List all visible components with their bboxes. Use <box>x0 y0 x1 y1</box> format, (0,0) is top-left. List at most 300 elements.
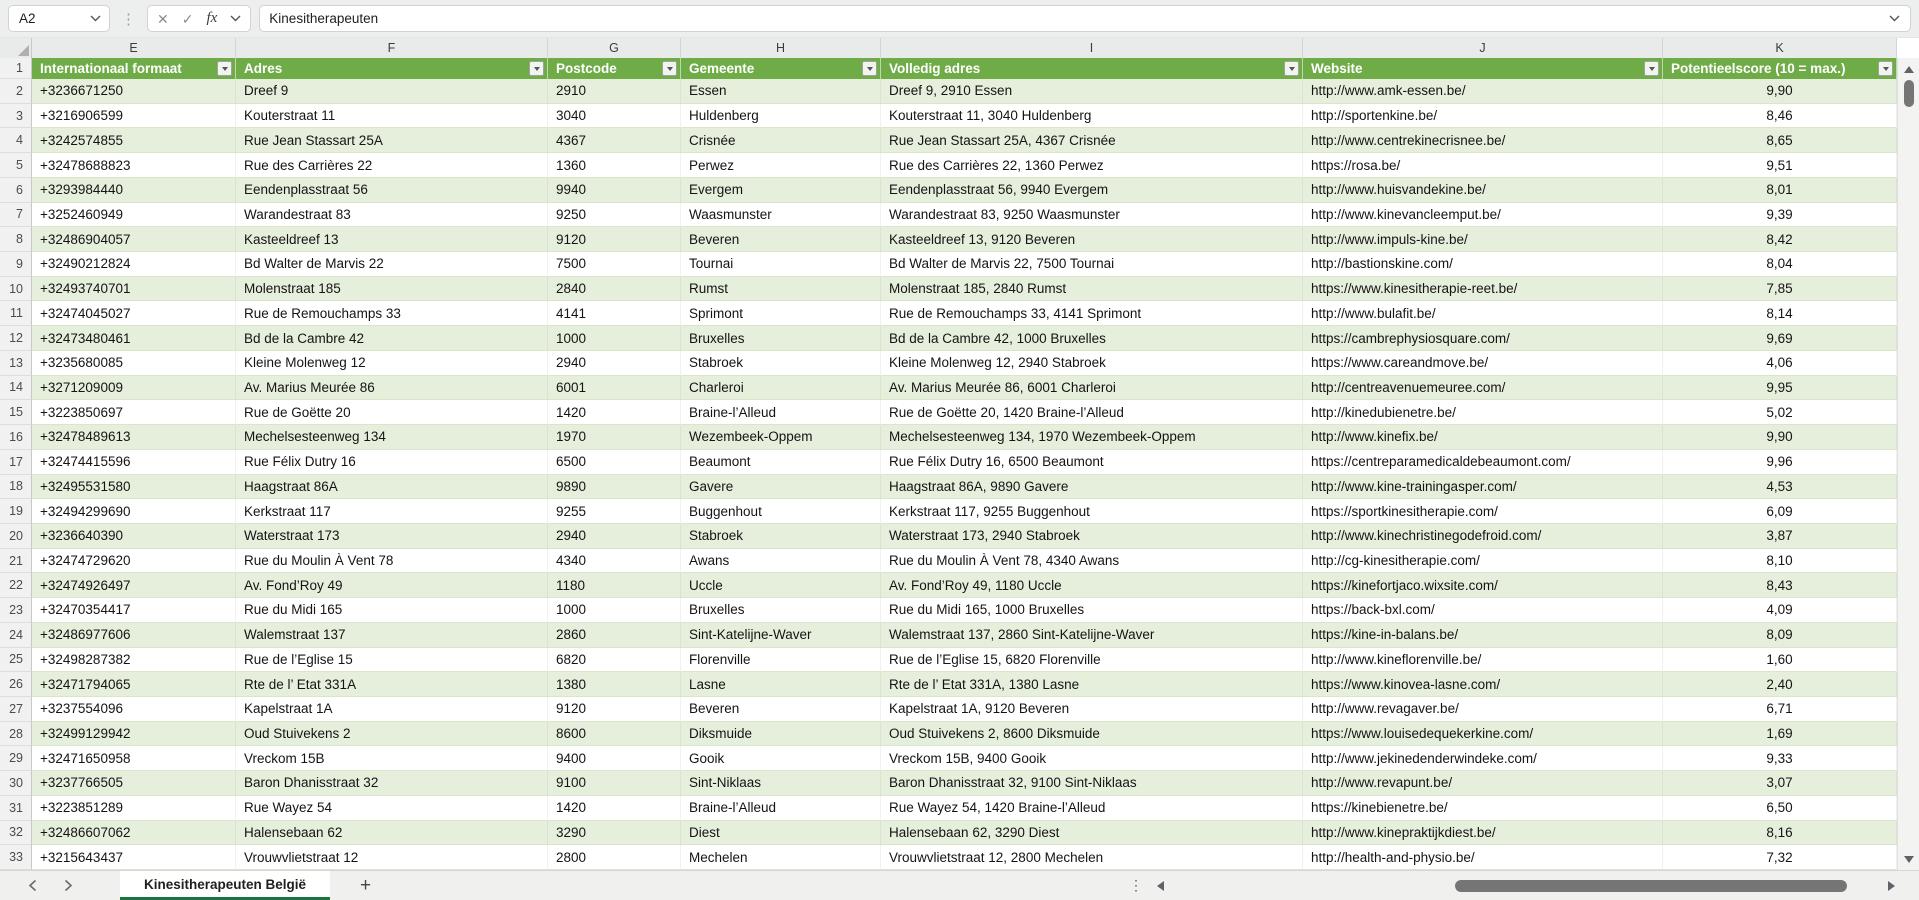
cell-potentieelscore[interactable]: 9,39 <box>1663 203 1897 228</box>
cell-volledig-adres[interactable]: Baron Dhanisstraat 32, 9100 Sint-Niklaas <box>881 771 1303 796</box>
cell-internationaal-formaat[interactable]: +32499129942 <box>32 722 236 747</box>
cell-adres[interactable]: Rue de Goëtte 20 <box>236 400 548 425</box>
cell-website[interactable]: https://www.kinovea-lasne.com/ <box>1303 672 1663 697</box>
cell-potentieelscore[interactable]: 8,42 <box>1663 227 1897 252</box>
cell-gemeente[interactable]: Braine-l’Alleud <box>681 400 881 425</box>
cell-internationaal-formaat[interactable]: +32498287382 <box>32 648 236 673</box>
cell-postcode[interactable]: 9120 <box>548 697 681 722</box>
cell-postcode[interactable]: 6001 <box>548 376 681 401</box>
cell-volledig-adres[interactable]: Vreckom 15B, 9400 Gooik <box>881 746 1303 771</box>
cell-website[interactable]: https://sportkinesitherapie.com/ <box>1303 499 1663 524</box>
row-number[interactable]: 1 <box>0 58 32 79</box>
cell-gemeente[interactable]: Beaumont <box>681 450 881 475</box>
cell-volledig-adres[interactable]: Vrouwvlietstraat 12, 2800 Mechelen <box>881 845 1303 870</box>
cell-volledig-adres[interactable]: Haagstraat 86A, 9890 Gavere <box>881 475 1303 500</box>
cell-gemeente[interactable]: Buggenhout <box>681 499 881 524</box>
cell-volledig-adres[interactable]: Rue du Moulin À Vent 78, 4340 Awans <box>881 549 1303 574</box>
cell-website[interactable]: https://kinefortjaco.wixsite.com/ <box>1303 573 1663 598</box>
cell-gemeente[interactable]: Stabroek <box>681 524 881 549</box>
cell-internationaal-formaat[interactable]: +3236671250 <box>32 79 236 104</box>
cell-postcode[interactable]: 9255 <box>548 499 681 524</box>
cell-adres[interactable]: Av. Marius Meurée 86 <box>236 376 548 401</box>
cell-volledig-adres[interactable]: Halensebaan 62, 3290 Diest <box>881 821 1303 846</box>
cell-potentieelscore[interactable]: 8,16 <box>1663 821 1897 846</box>
filter-button[interactable] <box>1284 61 1299 76</box>
cell-website[interactable]: https://centreparamedicaldebeaumont.com/ <box>1303 450 1663 475</box>
cell-potentieelscore[interactable]: 9,90 <box>1663 79 1897 104</box>
row-number[interactable]: 32 <box>0 821 32 846</box>
cell-gemeente[interactable]: Florenville <box>681 648 881 673</box>
cell-gemeente[interactable]: Evergem <box>681 178 881 203</box>
row-number[interactable]: 26 <box>0 672 32 697</box>
cell-potentieelscore[interactable]: 9,96 <box>1663 450 1897 475</box>
cell-website[interactable]: https://www.louisedequekerkine.com/ <box>1303 722 1663 747</box>
cell-website[interactable]: https://cambrephysiosquare.com/ <box>1303 326 1663 351</box>
cell-website[interactable]: http://www.impuls-kine.be/ <box>1303 227 1663 252</box>
cell-internationaal-formaat[interactable]: +32478688823 <box>32 153 236 178</box>
cell-postcode[interactable]: 3040 <box>548 104 681 129</box>
scroll-right-icon[interactable] <box>1888 881 1895 891</box>
cell-volledig-adres[interactable]: Rue de l’Eglise 15, 6820 Florenville <box>881 648 1303 673</box>
cell-gemeente[interactable]: Diksmuide <box>681 722 881 747</box>
cell-postcode[interactable]: 9100 <box>548 771 681 796</box>
filter-button[interactable] <box>217 61 232 76</box>
fx-chevron-down-icon[interactable] <box>230 15 241 22</box>
cell-internationaal-formaat[interactable]: +32478489613 <box>32 425 236 450</box>
cell-volledig-adres[interactable]: Av. Marius Meurée 86, 6001 Charleroi <box>881 376 1303 401</box>
cell-adres[interactable]: Waterstraat 173 <box>236 524 548 549</box>
cell-internationaal-formaat[interactable]: +32470354417 <box>32 598 236 623</box>
formula-bar-expand-chevron-icon[interactable] <box>1889 15 1900 22</box>
cell-potentieelscore[interactable]: 8,01 <box>1663 178 1897 203</box>
cell-website[interactable]: http://www.kineflorenville.be/ <box>1303 648 1663 673</box>
cell-internationaal-formaat[interactable]: +3293984440 <box>32 178 236 203</box>
scroll-up-icon[interactable] <box>1904 66 1914 73</box>
row-number[interactable]: 33 <box>0 845 32 870</box>
cell-adres[interactable]: Bd Walter de Marvis 22 <box>236 252 548 277</box>
cell-postcode[interactable]: 1420 <box>548 796 681 821</box>
name-box-chevron-down-icon[interactable] <box>90 15 101 22</box>
cell-internationaal-formaat[interactable]: +32474045027 <box>32 301 236 326</box>
cell-gemeente[interactable]: Bruxelles <box>681 326 881 351</box>
cell-postcode[interactable]: 1420 <box>548 400 681 425</box>
cell-volledig-adres[interactable]: Rue du Midi 165, 1000 Bruxelles <box>881 598 1303 623</box>
cell-potentieelscore[interactable]: 9,95 <box>1663 376 1897 401</box>
cell-adres[interactable]: Eendenplasstraat 56 <box>236 178 548 203</box>
cell-volledig-adres[interactable]: Dreef 9, 2910 Essen <box>881 79 1303 104</box>
cell-potentieelscore[interactable]: 8,09 <box>1663 623 1897 648</box>
header-postcode[interactable] <box>548 58 681 79</box>
cell-postcode[interactable]: 9120 <box>548 227 681 252</box>
cell-gemeente[interactable]: Charleroi <box>681 376 881 401</box>
cell-gemeente[interactable]: Essen <box>681 79 881 104</box>
cell-postcode[interactable]: 9250 <box>548 203 681 228</box>
name-box[interactable] <box>8 5 110 32</box>
row-number[interactable]: 31 <box>0 796 32 821</box>
cell-adres[interactable]: Kapelstraat 1A <box>236 697 548 722</box>
cell-volledig-adres[interactable]: Bd de la Cambre 42, 1000 Bruxelles <box>881 326 1303 351</box>
cell-internationaal-formaat[interactable]: +32486977606 <box>32 623 236 648</box>
column-header-H[interactable]: H <box>681 38 881 58</box>
cell-gemeente[interactable]: Bruxelles <box>681 598 881 623</box>
row-number[interactable]: 25 <box>0 648 32 673</box>
cell-website[interactable]: http://www.centrekinecrisnee.be/ <box>1303 128 1663 153</box>
cell-internationaal-formaat[interactable]: +32473480461 <box>32 326 236 351</box>
cell-potentieelscore[interactable]: 8,04 <box>1663 252 1897 277</box>
cell-website[interactable]: http://www.kinepraktijkdiest.be/ <box>1303 821 1663 846</box>
cell-potentieelscore[interactable]: 4,53 <box>1663 475 1897 500</box>
cell-adres[interactable]: Vreckom 15B <box>236 746 548 771</box>
cell-potentieelscore[interactable]: 8,65 <box>1663 128 1897 153</box>
cell-volledig-adres[interactable]: Rue des Carrières 22, 1360 Perwez <box>881 153 1303 178</box>
insert-function-button[interactable]: fx <box>206 10 218 26</box>
cell-potentieelscore[interactable]: 9,90 <box>1663 425 1897 450</box>
cell-website[interactable]: https://kinebienetre.be/ <box>1303 796 1663 821</box>
cell-adres[interactable]: Rue du Midi 165 <box>236 598 548 623</box>
row-number[interactable]: 8 <box>0 227 32 252</box>
row-number[interactable]: 22 <box>0 573 32 598</box>
cell-adres[interactable]: Warandestraat 83 <box>236 203 548 228</box>
column-header-G[interactable]: G <box>548 38 681 58</box>
cell-postcode[interactable]: 9890 <box>548 475 681 500</box>
cell-adres[interactable]: Rue des Carrières 22 <box>236 153 548 178</box>
cell-postcode[interactable]: 6500 <box>548 450 681 475</box>
cell-adres[interactable]: Rue de Remouchamps 33 <box>236 301 548 326</box>
cell-website[interactable]: http://centreavenuemeuree.com/ <box>1303 376 1663 401</box>
row-number[interactable]: 28 <box>0 722 32 747</box>
cell-volledig-adres[interactable]: Av. Fond’Roy 49, 1180 Uccle <box>881 573 1303 598</box>
cell-adres[interactable]: Kasteeldreef 13 <box>236 227 548 252</box>
cell-potentieelscore[interactable]: 1,69 <box>1663 722 1897 747</box>
cell-volledig-adres[interactable]: Rue de Goëtte 20, 1420 Braine-l’Alleud <box>881 400 1303 425</box>
cell-volledig-adres[interactable]: Rue Jean Stassart 25A, 4367 Crisnée <box>881 128 1303 153</box>
row-number[interactable]: 6 <box>0 178 32 203</box>
cell-gemeente[interactable]: Gooik <box>681 746 881 771</box>
row-number[interactable]: 10 <box>0 277 32 302</box>
row-number[interactable]: 7 <box>0 203 32 228</box>
cell-internationaal-formaat[interactable]: +3223851289 <box>32 796 236 821</box>
cell-gemeente[interactable]: Huldenberg <box>681 104 881 129</box>
cell-postcode[interactable]: 2910 <box>548 79 681 104</box>
cell-potentieelscore[interactable]: 3,87 <box>1663 524 1897 549</box>
cell-internationaal-formaat[interactable]: +32486607062 <box>32 821 236 846</box>
row-number[interactable]: 29 <box>0 746 32 771</box>
cell-volledig-adres[interactable]: Bd Walter de Marvis 22, 7500 Tournai <box>881 252 1303 277</box>
cell-postcode[interactable]: 9940 <box>548 178 681 203</box>
cell-postcode[interactable]: 4340 <box>548 549 681 574</box>
cell-website[interactable]: http://www.jekinedenderwindeke.com/ <box>1303 746 1663 771</box>
cell-postcode[interactable]: 2800 <box>548 845 681 870</box>
cell-volledig-adres[interactable]: Walemstraat 137, 2860 Sint-Katelijne-Waver <box>881 623 1303 648</box>
header-volledig-adres[interactable] <box>881 58 1303 79</box>
cell-adres[interactable]: Av. Fond’Roy 49 <box>236 573 548 598</box>
cell-volledig-adres[interactable]: Mechelsesteenweg 134, 1970 Wezembeek-Oppem <box>881 425 1303 450</box>
cell-potentieelscore[interactable]: 8,10 <box>1663 549 1897 574</box>
cell-adres[interactable]: Rue Wayez 54 <box>236 796 548 821</box>
cell-website[interactable]: https://rosa.be/ <box>1303 153 1663 178</box>
cell-adres[interactable]: Rue du Moulin À Vent 78 <box>236 549 548 574</box>
cell-postcode[interactable]: 4141 <box>548 301 681 326</box>
select-all-corner[interactable] <box>0 38 32 58</box>
cell-website[interactable]: http://www.revapunt.be/ <box>1303 771 1663 796</box>
cell-volledig-adres[interactable]: Rte de l’ Etat 331A, 1380 Lasne <box>881 672 1303 697</box>
row-number[interactable]: 13 <box>0 351 32 376</box>
cell-volledig-adres[interactable]: Kapelstraat 1A, 9120 Beveren <box>881 697 1303 722</box>
cell-internationaal-formaat[interactable]: +32471650958 <box>32 746 236 771</box>
row-number[interactable]: 9 <box>0 252 32 277</box>
cell-gemeente[interactable]: Awans <box>681 549 881 574</box>
row-number[interactable]: 12 <box>0 326 32 351</box>
row-number[interactable]: 11 <box>0 301 32 326</box>
filter-button[interactable] <box>662 61 677 76</box>
cell-volledig-adres[interactable]: Oud Stuivekens 2, 8600 Diksmuide <box>881 722 1303 747</box>
cell-potentieelscore[interactable]: 8,46 <box>1663 104 1897 129</box>
cell-website[interactable]: http://cg-kinesitherapie.com/ <box>1303 549 1663 574</box>
filter-button[interactable] <box>862 61 877 76</box>
cell-internationaal-formaat[interactable]: +3252460949 <box>32 203 236 228</box>
cell-adres[interactable]: Rue Jean Stassart 25A <box>236 128 548 153</box>
cell-volledig-adres[interactable]: Kouterstraat 11, 3040 Huldenberg <box>881 104 1303 129</box>
formula-bar-value[interactable]: Kinesitherapeuten <box>269 11 379 26</box>
cell-internationaal-formaat[interactable]: +3216906599 <box>32 104 236 129</box>
row-number[interactable]: 30 <box>0 771 32 796</box>
cell-internationaal-formaat[interactable]: +32471794065 <box>32 672 236 697</box>
cancel-button[interactable]: ✕ <box>157 10 169 27</box>
row-number[interactable]: 27 <box>0 697 32 722</box>
cell-volledig-adres[interactable]: Rue Wayez 54, 1420 Braine-l’Alleud <box>881 796 1303 821</box>
column-header-F[interactable]: F <box>236 38 548 58</box>
cell-adres[interactable]: Kouterstraat 11 <box>236 104 548 129</box>
cell-gemeente[interactable]: Braine-l’Alleud <box>681 796 881 821</box>
cell-adres[interactable]: Haagstraat 86A <box>236 475 548 500</box>
cell-potentieelscore[interactable]: 9,69 <box>1663 326 1897 351</box>
cell-gemeente[interactable]: Stabroek <box>681 351 881 376</box>
cell-volledig-adres[interactable]: Rue Félix Dutry 16, 6500 Beaumont <box>881 450 1303 475</box>
cell-website[interactable]: https://www.careandmove.be/ <box>1303 351 1663 376</box>
cell-internationaal-formaat[interactable]: +32474926497 <box>32 573 236 598</box>
cell-adres[interactable]: Kerkstraat 117 <box>236 499 548 524</box>
cell-volledig-adres[interactable]: Kasteeldreef 13, 9120 Beveren <box>881 227 1303 252</box>
cell-adres[interactable]: Rte de l’ Etat 331A <box>236 672 548 697</box>
cell-internationaal-formaat[interactable]: +3271209009 <box>32 376 236 401</box>
cell-potentieelscore[interactable]: 4,09 <box>1663 598 1897 623</box>
cell-adres[interactable]: Vrouwvlietstraat 12 <box>236 845 548 870</box>
column-header-J[interactable]: J <box>1303 38 1663 58</box>
cell-postcode[interactable]: 1970 <box>548 425 681 450</box>
cell-volledig-adres[interactable]: Waterstraat 173, 2940 Stabroek <box>881 524 1303 549</box>
cell-website[interactable]: http://www.bulafit.be/ <box>1303 301 1663 326</box>
cell-gemeente[interactable]: Sint-Katelijne-Waver <box>681 623 881 648</box>
cell-website[interactable]: http://www.kinechristinegodefroid.com/ <box>1303 524 1663 549</box>
cell-potentieelscore[interactable]: 1,60 <box>1663 648 1897 673</box>
cell-potentieelscore[interactable]: 9,33 <box>1663 746 1897 771</box>
cell-website[interactable]: http://www.huisvandekine.be/ <box>1303 178 1663 203</box>
header-website[interactable] <box>1303 58 1663 79</box>
column-header-E[interactable]: E <box>32 38 236 58</box>
cell-postcode[interactable]: 1380 <box>548 672 681 697</box>
row-number[interactable]: 2 <box>0 79 32 104</box>
cell-volledig-adres[interactable]: Kleine Molenweg 12, 2940 Stabroek <box>881 351 1303 376</box>
cell-internationaal-formaat[interactable]: +3242574855 <box>32 128 236 153</box>
header-internationaal-formaat[interactable] <box>32 58 236 79</box>
cell-gemeente[interactable]: Diest <box>681 821 881 846</box>
filter-button[interactable] <box>529 61 544 76</box>
row-number[interactable]: 17 <box>0 450 32 475</box>
row-number[interactable]: 23 <box>0 598 32 623</box>
cell-internationaal-formaat[interactable]: +32493740701 <box>32 277 236 302</box>
cell-website[interactable]: http://sportenkine.be/ <box>1303 104 1663 129</box>
row-number[interactable]: 20 <box>0 524 32 549</box>
cell-gemeente[interactable]: Rumst <box>681 277 881 302</box>
row-number[interactable]: 21 <box>0 549 32 574</box>
cell-internationaal-formaat[interactable]: +32474415596 <box>32 450 236 475</box>
cell-potentieelscore[interactable]: 3,07 <box>1663 771 1897 796</box>
cell-website[interactable]: http://bastionskine.com/ <box>1303 252 1663 277</box>
cell-adres[interactable]: Rue Félix Dutry 16 <box>236 450 548 475</box>
row-number[interactable]: 18 <box>0 475 32 500</box>
cell-postcode[interactable]: 9400 <box>548 746 681 771</box>
cell-internationaal-formaat[interactable]: +3235680085 <box>32 351 236 376</box>
cell-website[interactable]: http://www.revagaver.be/ <box>1303 697 1663 722</box>
cell-volledig-adres[interactable]: Eendenplasstraat 56, 9940 Evergem <box>881 178 1303 203</box>
cell-internationaal-formaat[interactable]: +32494299690 <box>32 499 236 524</box>
row-number[interactable]: 5 <box>0 153 32 178</box>
scroll-down-icon[interactable] <box>1904 856 1914 863</box>
cell-adres[interactable]: Rue de l’Eglise 15 <box>236 648 548 673</box>
cell-volledig-adres[interactable]: Kerkstraat 117, 9255 Buggenhout <box>881 499 1303 524</box>
cell-website[interactable]: http://www.kinefix.be/ <box>1303 425 1663 450</box>
cell-potentieelscore[interactable]: 6,09 <box>1663 499 1897 524</box>
cell-internationaal-formaat[interactable]: +3223850697 <box>32 400 236 425</box>
cell-adres[interactable]: Molenstraat 185 <box>236 277 548 302</box>
cell-adres[interactable]: Halensebaan 62 <box>236 821 548 846</box>
vertical-scrollbar[interactable] <box>1897 58 1919 870</box>
filter-button[interactable] <box>1644 61 1659 76</box>
row-number[interactable]: 3 <box>0 104 32 129</box>
cell-adres[interactable]: Oud Stuivekens 2 <box>236 722 548 747</box>
cell-postcode[interactable]: 1360 <box>548 153 681 178</box>
row-number[interactable]: 15 <box>0 400 32 425</box>
cell-gemeente[interactable]: Wezembeek-Oppem <box>681 425 881 450</box>
row-number[interactable]: 19 <box>0 499 32 524</box>
cell-volledig-adres[interactable]: Rue de Remouchamps 33, 4141 Sprimont <box>881 301 1303 326</box>
cell-postcode[interactable]: 7500 <box>548 252 681 277</box>
cell-adres[interactable]: Bd de la Cambre 42 <box>236 326 548 351</box>
cell-adres[interactable]: Kleine Molenweg 12 <box>236 351 548 376</box>
cell-potentieelscore[interactable]: 7,32 <box>1663 845 1897 870</box>
row-number[interactable]: 4 <box>0 128 32 153</box>
header-gemeente[interactable] <box>681 58 881 79</box>
cell-website[interactable]: https://www.kinesitherapie-reet.be/ <box>1303 277 1663 302</box>
column-header-I[interactable]: I <box>881 38 1303 58</box>
cell-postcode[interactable]: 1000 <box>548 598 681 623</box>
cell-postcode[interactable]: 2940 <box>548 351 681 376</box>
cell-potentieelscore[interactable]: 4,06 <box>1663 351 1897 376</box>
confirm-button[interactable]: ✓ <box>181 10 194 27</box>
cell-volledig-adres[interactable]: Molenstraat 185, 2840 Rumst <box>881 277 1303 302</box>
cell-postcode[interactable]: 2860 <box>548 623 681 648</box>
cell-adres[interactable]: Mechelsesteenweg 134 <box>236 425 548 450</box>
cell-website[interactable]: http://www.kinevancleemput.be/ <box>1303 203 1663 228</box>
cell-website[interactable]: http://www.amk-essen.be/ <box>1303 79 1663 104</box>
cell-postcode[interactable]: 1000 <box>548 326 681 351</box>
cell-postcode[interactable]: 2840 <box>548 277 681 302</box>
cell-internationaal-formaat[interactable]: +3237554096 <box>32 697 236 722</box>
cell-potentieelscore[interactable]: 8,14 <box>1663 301 1897 326</box>
cell-internationaal-formaat[interactable]: +3237766505 <box>32 771 236 796</box>
cell-internationaal-formaat[interactable]: +32486904057 <box>32 227 236 252</box>
sheet-prev-icon[interactable] <box>24 878 40 894</box>
header-potentieelscore[interactable] <box>1663 58 1897 79</box>
cell-postcode[interactable]: 4367 <box>548 128 681 153</box>
cell-volledig-adres[interactable]: Warandestraat 83, 9250 Waasmunster <box>881 203 1303 228</box>
cell-website[interactable]: http://kinedubienetre.be/ <box>1303 400 1663 425</box>
cell-potentieelscore[interactable]: 8,43 <box>1663 573 1897 598</box>
cell-internationaal-formaat[interactable]: +32490212824 <box>32 252 236 277</box>
header-adres[interactable] <box>236 58 548 79</box>
cell-adres[interactable]: Dreef 9 <box>236 79 548 104</box>
row-number[interactable]: 14 <box>0 376 32 401</box>
sheet-tab-active[interactable]: Kinesitherapeuten België <box>120 871 330 900</box>
cell-potentieelscore[interactable]: 6,71 <box>1663 697 1897 722</box>
cell-website[interactable]: https://back-bxl.com/ <box>1303 598 1663 623</box>
cell-gemeente[interactable]: Crisnée <box>681 128 881 153</box>
row-number[interactable]: 24 <box>0 623 32 648</box>
cell-gemeente[interactable]: Waasmunster <box>681 203 881 228</box>
horizontal-scroll-thumb[interactable] <box>1455 880 1847 892</box>
cell-gemeente[interactable]: Tournai <box>681 252 881 277</box>
cell-gemeente[interactable]: Sprimont <box>681 301 881 326</box>
horizontal-scroll-track[interactable] <box>1170 879 1882 893</box>
cell-postcode[interactable]: 6820 <box>548 648 681 673</box>
cell-potentieelscore[interactable]: 9,51 <box>1663 153 1897 178</box>
cell-website[interactable]: http://health-and-physio.be/ <box>1303 845 1663 870</box>
cell-gemeente[interactable]: Uccle <box>681 573 881 598</box>
cell-postcode[interactable]: 3290 <box>548 821 681 846</box>
cell-gemeente[interactable]: Sint-Niklaas <box>681 771 881 796</box>
cell-website[interactable]: https://kine-in-balans.be/ <box>1303 623 1663 648</box>
filter-button[interactable] <box>1878 61 1893 76</box>
cell-gemeente[interactable]: Beveren <box>681 227 881 252</box>
sheet-next-icon[interactable] <box>60 878 76 894</box>
formula-bar[interactable] <box>259 5 1911 32</box>
cell-postcode[interactable]: 2940 <box>548 524 681 549</box>
cell-potentieelscore[interactable]: 6,50 <box>1663 796 1897 821</box>
cell-adres[interactable]: Baron Dhanisstraat 32 <box>236 771 548 796</box>
cell-website[interactable]: http://www.kine-trainingasper.com/ <box>1303 475 1663 500</box>
name-box-value[interactable]: A2 <box>19 11 36 26</box>
cell-internationaal-formaat[interactable]: +32474729620 <box>32 549 236 574</box>
cell-internationaal-formaat[interactable]: +3236640390 <box>32 524 236 549</box>
cell-internationaal-formaat[interactable]: +32495531580 <box>32 475 236 500</box>
cell-gemeente[interactable]: Gavere <box>681 475 881 500</box>
add-sheet-button[interactable]: + <box>360 875 372 896</box>
cell-postcode[interactable]: 8600 <box>548 722 681 747</box>
cell-gemeente[interactable]: Beveren <box>681 697 881 722</box>
cell-internationaal-formaat[interactable]: +3215643437 <box>32 845 236 870</box>
cell-adres[interactable]: Walemstraat 137 <box>236 623 548 648</box>
row-number[interactable]: 16 <box>0 425 32 450</box>
cell-postcode[interactable]: 1180 <box>548 573 681 598</box>
cell-gemeente[interactable]: Lasne <box>681 672 881 697</box>
scroll-left-icon[interactable] <box>1157 881 1164 891</box>
scrollbar-resize-handle-icon[interactable]: ⋮ <box>1129 877 1143 893</box>
cell-potentieelscore[interactable]: 5,02 <box>1663 400 1897 425</box>
cell-potentieelscore[interactable]: 2,40 <box>1663 672 1897 697</box>
cell-gemeente[interactable]: Mechelen <box>681 845 881 870</box>
cell-potentieelscore[interactable]: 7,85 <box>1663 277 1897 302</box>
vertical-scroll-thumb[interactable] <box>1904 80 1914 107</box>
